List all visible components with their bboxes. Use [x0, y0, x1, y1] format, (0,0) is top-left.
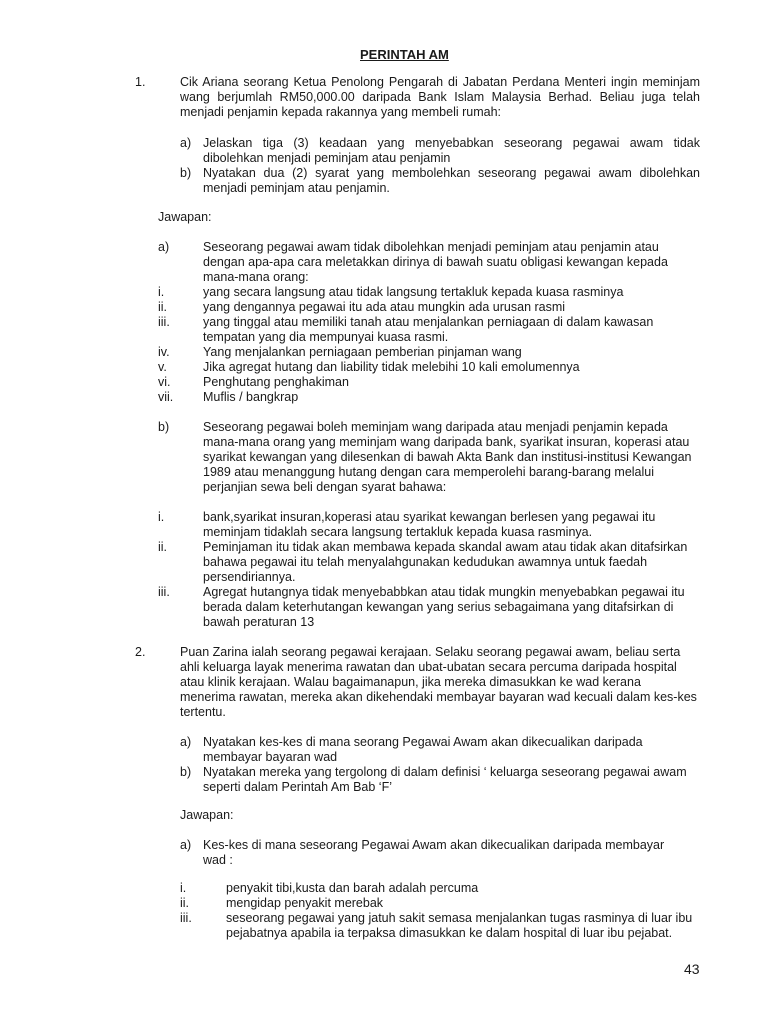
paragraph-line: tertentu. [180, 705, 226, 719]
list-label: iii. [180, 911, 192, 925]
paragraph-line: menjadi penjamin kepada rakannya yang membeli rumah: [180, 105, 502, 119]
list-label: ii. [158, 300, 168, 314]
list-item: berada dalam keterhutangan kewangan yang serius sebagaimana yang ditafsirkan di [203, 600, 674, 614]
part-line: dibolehkan menjadi peminjam atau penjamin [203, 151, 451, 165]
part-label: b) [180, 765, 192, 779]
part-line: membayar bayaran wad [203, 750, 338, 764]
list-item: seseorang pegawai yang jatuh sakit semasa menjalankan tugas rasminya di luar ibu [226, 911, 693, 925]
part-line: Nyatakan dua (2) syarat yang membolehkan seseorang pegawai awam dibolehkan [203, 166, 700, 180]
part-label: a) [180, 735, 192, 749]
paragraph-line: atau klinik kerajaan. Walau bagaimanapun, jika mereka dimasukkan ke wad kerana [180, 675, 641, 689]
answer-label: Jawapan: [158, 210, 212, 224]
list-item: Penghutang penghakiman [203, 375, 349, 389]
list-item: Jika agregat hutang dan liability tidak melebihi 10 kali emolumennya [203, 360, 580, 374]
list-item: pejabatnya apabila ia terpaksa dimasukkan ke dalam hospital di luar ibu pejabat. [226, 926, 673, 940]
list-label: ii. [180, 896, 190, 910]
list-label: i. [158, 285, 165, 299]
list-item: yang secara langsung atau tidak langsung tertakluk kepada kuasa rasminya [203, 285, 624, 299]
page-title: PERINTAH AM [360, 47, 449, 62]
list-label: i. [180, 881, 187, 895]
answer-part-label: b) [158, 420, 170, 434]
paragraph-line: Cik Ariana seorang Ketua Penolong Pengarah di Jabatan Perdana Menteri ingin meminjam [180, 75, 700, 89]
list-item: bawah peraturan 13 [203, 615, 315, 629]
page-number: 43 [684, 961, 700, 977]
list-label: v. [158, 360, 167, 374]
list-item: Peminjaman itu tidak akan membawa kepada skandal awam atau tidak akan ditafsirkan [203, 540, 688, 554]
list-label: i. [158, 510, 165, 524]
list-label: vii. [158, 390, 174, 404]
list-item: meminjam tidaklah secara langsung tertakluk kepada kuasa rasminya. [203, 525, 593, 539]
part-line: menjadi peminjam atau penjamin. [203, 181, 390, 195]
paragraph-line: Puan Zarina ialah seorang pegawai kerajaan. Selaku seorang pegawai awam, beliau serta [180, 645, 681, 659]
paragraph-line: ahli keluarga layak menerima rawatan dan ubat-ubatan secara percuma daripada hospital [180, 660, 677, 674]
answer-line: Kes-kes di mana seseorang Pegawai Awam akan dikecualikan daripada membayar [203, 838, 665, 852]
part-line: Nyatakan mereka yang tergolong di dalam definisi ‘ keluarga seseorang pegawai awam [203, 765, 687, 779]
list-item: persendiriannya. [203, 570, 296, 584]
list-label: iii. [158, 315, 170, 329]
answer-part-label: a) [180, 838, 192, 852]
list-label: iv. [158, 345, 170, 359]
list-item: bank,syarikat insuran,koperasi atau syarikat kewangan berlesen yang pegawai itu [203, 510, 656, 524]
list-item: tempatan yang dia mempunyai kuasa rasmi. [203, 330, 449, 344]
list-item: bahawa pegawai itu telah menyalahgunakan kedudukan awamnya untuk faedah [203, 555, 648, 569]
answer-line: mana-mana orang yang meminjam wang daripada bank, syarikat insuran, koperasi atau [203, 435, 690, 449]
part-line: Nyatakan kes-kes di mana seorang Pegawai Awam akan dikecualikan daripada [203, 735, 643, 749]
list-label: vi. [158, 375, 171, 389]
list-item: Agregat hutangnya tidak menyebabbkan atau tidak mungkin menyebabkan pegawai itu [203, 585, 685, 599]
part-label: a) [180, 136, 192, 150]
list-item: Yang menjalankan perniagaan pemberian pinjaman wang [203, 345, 522, 359]
list-item: Muflis / bangkrap [203, 390, 299, 404]
answer-line: syarikat kewangan yang dilesenkan di bawah Akta Bank dan institusi-institusi Kewangan [203, 450, 692, 464]
question-number: 2. [135, 645, 146, 659]
list-label: iii. [158, 585, 170, 599]
question-number: 1. [135, 75, 146, 89]
part-label: b) [180, 166, 192, 180]
answer-line: perjanjian sewa beli dengan syarat bahawa: [203, 480, 447, 494]
list-item: yang dengannya pegawai itu ada atau mungkin ada urusan rasmi [203, 300, 566, 314]
list-item: penyakit tibi,kusta dan barah adalah percuma [226, 881, 479, 895]
answer-line: 1989 atau menanggung hutang dengan cara memperolehi barang-barang melalui [203, 465, 655, 479]
list-label: ii. [158, 540, 168, 554]
answer-line: wad : [203, 853, 233, 867]
list-item: yang tinggal atau memiliki tanah atau menjalankan perniagaan di dalam kawasan [203, 315, 654, 329]
paragraph-line: wang berjumlah RM50,000.00 daripada Bank Islam Malaysia Berhad. Beliau juga telah [180, 90, 700, 104]
answer-label: Jawapan: [180, 808, 234, 822]
answer-part-label: a) [158, 240, 170, 254]
paragraph-line: menerima rawatan, mereka akan dikehendaki membayar bayaran wad kecuali dalam kes-kes [180, 690, 697, 704]
answer-line: dengan apa-apa cara meletakkan dirinya di bawah suatu obligasi kewangan kepada [203, 255, 668, 269]
answer-line: Seseorang pegawai boleh meminjam wang daripada atau menjadi penjamin kepada [203, 420, 668, 434]
answer-line: mana-mana orang: [203, 270, 309, 284]
list-item: mengidap penyakit merebak [226, 896, 384, 910]
answer-line: Seseorang pegawai awam tidak dibolehkan menjadi peminjam atau penjamin atau [203, 240, 659, 254]
part-line: seperti dalam Perintah Am Bab ‘F’ [203, 780, 392, 794]
part-line: Jelaskan tiga (3) keadaan yang menyebabkan seseorang pegawai awam tidak [203, 136, 700, 150]
